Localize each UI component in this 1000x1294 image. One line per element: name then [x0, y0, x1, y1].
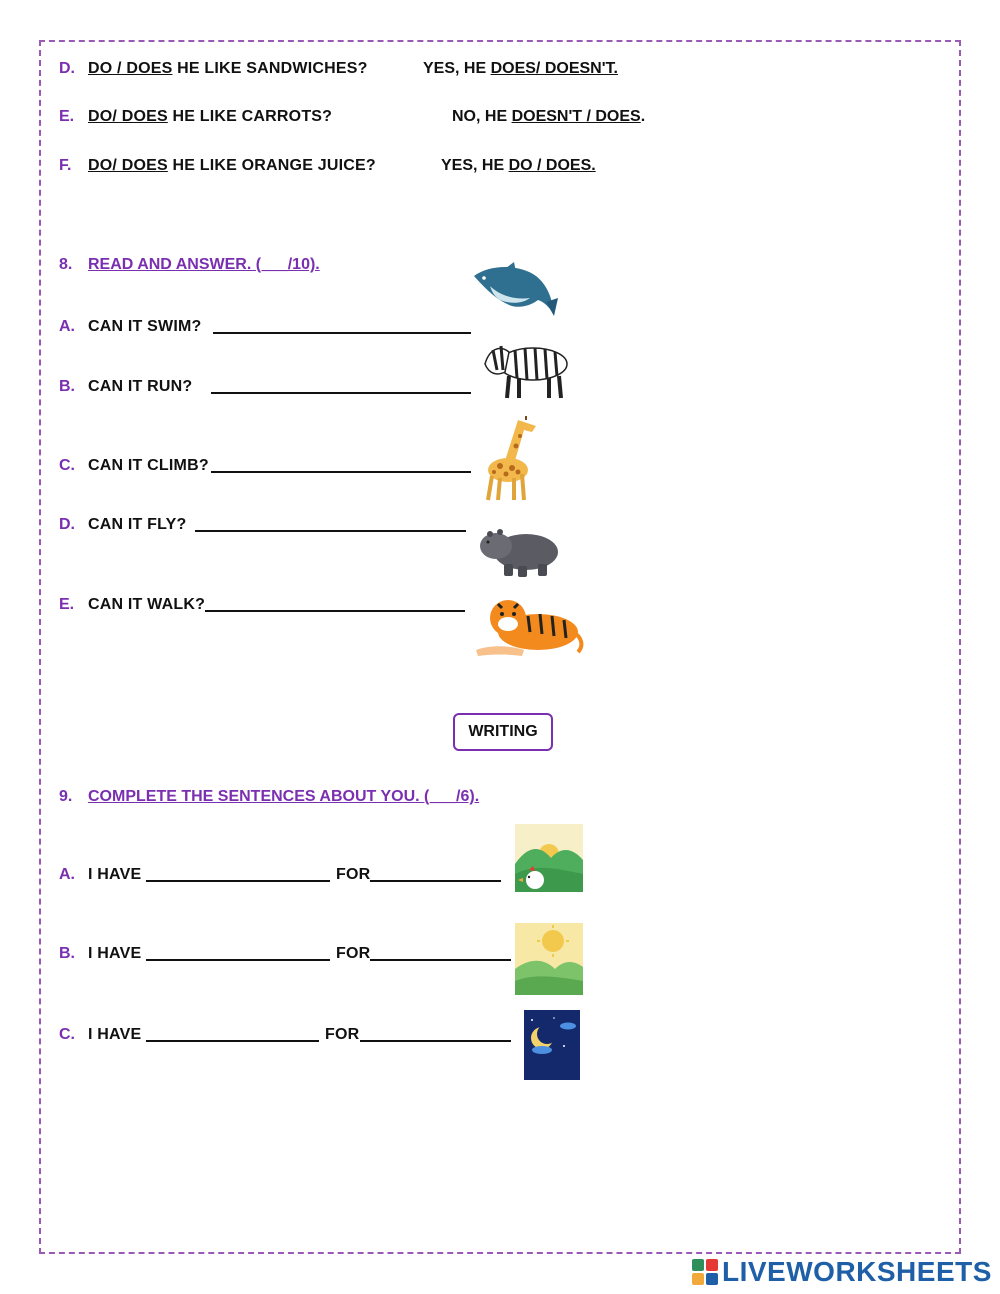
question-label: CAN IT SWIM?: [88, 318, 202, 335]
question-climb: [88, 457, 209, 475]
sentence-for: FOR: [325, 1026, 360, 1043]
answer-prefix: YES, HE: [441, 157, 509, 174]
answer-blank[interactable]: [205, 596, 465, 612]
sentence-part1: I HAVE: [88, 945, 142, 962]
answer-prefix: YES, HE: [423, 60, 491, 77]
first-blank[interactable]: [146, 945, 330, 961]
sentence-for: FOR: [336, 866, 371, 883]
second-blank[interactable]: [370, 945, 511, 961]
question-rest: HE LIKE SANDWICHES?: [172, 60, 368, 77]
logo-icon: [692, 1259, 718, 1285]
question-label: CAN IT RUN?: [88, 378, 193, 395]
question-swim: [88, 318, 202, 336]
item-letter: C.: [59, 1026, 75, 1043]
sentence-a: [88, 866, 141, 884]
underlined-choice: DO / DOES: [88, 60, 173, 77]
question-text: [88, 157, 376, 175]
answer-choice[interactable]: DO / DOES.: [508, 157, 596, 174]
sentence-c: [88, 1026, 141, 1044]
night-moon-image: [524, 1010, 580, 1080]
midday-sun-image: [515, 923, 583, 995]
sunrise-rooster-image: [515, 824, 583, 892]
item-letter: F.: [59, 157, 72, 174]
item-letter: B.: [59, 378, 75, 395]
item-letter: D.: [59, 516, 75, 533]
answer-text: [441, 157, 596, 175]
answer-choice[interactable]: DOES/ DOESN'T.: [490, 60, 618, 77]
writing-label: [453, 713, 553, 751]
question-rest: HE LIKE ORANGE JUICE?: [167, 157, 376, 174]
question-label: CAN IT WALK?: [88, 596, 206, 613]
sentence-b: [88, 945, 141, 963]
question-fly: [88, 516, 187, 534]
answer-text: [452, 108, 645, 126]
question-text: [88, 60, 368, 78]
answer-blank[interactable]: [211, 378, 471, 394]
item-letter: E.: [59, 596, 75, 613]
first-blank[interactable]: [146, 866, 330, 882]
question-walk: [88, 596, 205, 614]
item-letter: C.: [59, 457, 75, 474]
section9-number: 9.: [59, 788, 73, 805]
item-letter: A.: [59, 318, 75, 335]
section8-number: 8.: [59, 256, 73, 273]
item-letter: B.: [59, 945, 75, 962]
underlined-choice: DO/ DOES: [88, 157, 168, 174]
item-letter: D.: [59, 60, 75, 77]
hippo-image: [478, 524, 562, 578]
item-letter: A.: [59, 866, 75, 883]
answer-choice[interactable]: DOESN'T / DOES: [511, 108, 641, 125]
second-blank[interactable]: [370, 866, 501, 882]
answer-text: [423, 60, 618, 78]
dolphin-image: [470, 262, 560, 320]
question-run: [88, 378, 192, 396]
liveworksheets-logo: [692, 1256, 992, 1288]
question-text: [88, 108, 332, 126]
sentence-part1: I HAVE: [88, 1026, 142, 1043]
question-label: CAN IT CLIMB?: [88, 457, 209, 474]
underlined-choice: DO/ DOES: [88, 108, 168, 125]
logo-text: LIVEWORKSHEETS: [722, 1256, 992, 1287]
section9-title: COMPLETE THE SENTENCES ABOUT YOU. (___/6).: [88, 788, 480, 805]
answer-prefix: NO, HE: [452, 108, 512, 125]
answer-blank[interactable]: [195, 516, 466, 532]
answer-suffix: .: [640, 108, 646, 125]
answer-blank[interactable]: [213, 318, 471, 334]
question-rest: HE LIKE CARROTS?: [167, 108, 333, 125]
first-blank[interactable]: [146, 1026, 319, 1042]
answer-blank[interactable]: [211, 457, 471, 473]
zebra-image: [475, 336, 573, 402]
section8-title: READ AND ANSWER. (___/10).: [88, 256, 320, 273]
writing-label-text: WRITING: [468, 723, 538, 740]
question-label: CAN IT FLY?: [88, 516, 187, 533]
second-blank[interactable]: [360, 1026, 511, 1042]
item-letter: E.: [59, 108, 75, 125]
sentence-part1: I HAVE: [88, 866, 142, 883]
sentence-for: FOR: [336, 945, 371, 962]
tiger-image: [472, 592, 586, 660]
giraffe-image: [480, 416, 544, 502]
